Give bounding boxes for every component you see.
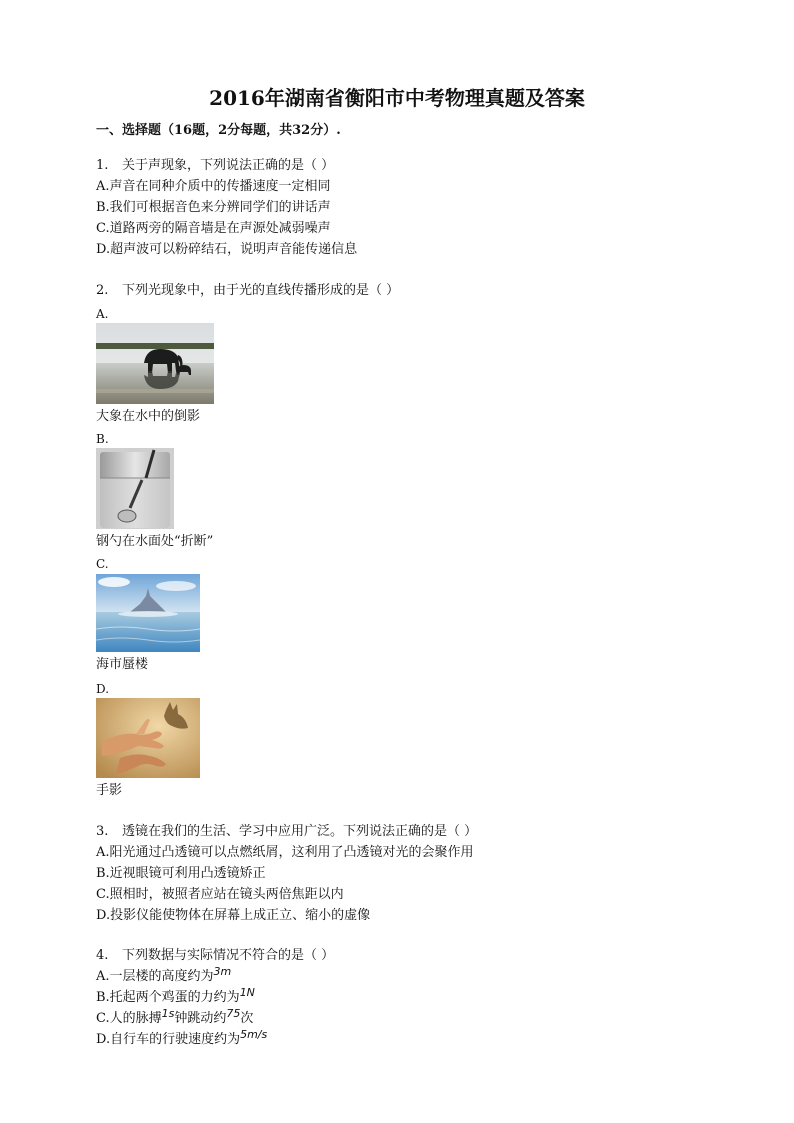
math-value: 5m/s bbox=[240, 1028, 268, 1041]
mirage-image bbox=[96, 574, 200, 652]
q4-option-d bbox=[96, 1028, 268, 1049]
question-1-stem bbox=[96, 157, 334, 175]
q4-option-c bbox=[96, 1007, 254, 1028]
page-title: 2016年湖南省衡阳市中考物理真题及答案 bbox=[209, 86, 585, 110]
q1-option-a: A.声音在同种介质中的传播速度一定相同 bbox=[96, 179, 331, 194]
question-number: 2. bbox=[96, 283, 109, 298]
elephant-reflection-image bbox=[96, 323, 214, 404]
question-3-stem bbox=[96, 823, 477, 841]
q4-option-a bbox=[96, 965, 232, 986]
q2-option-d-caption: 手影 bbox=[96, 783, 123, 798]
q2-option-b-label: B. bbox=[96, 432, 109, 446]
question-4-stem bbox=[96, 947, 334, 965]
q2-option-b-caption: 钢勺在水面处“折断” bbox=[96, 534, 214, 549]
q2-option-d-label: D. bbox=[96, 682, 110, 696]
section-heading: 一、选择题（16题，2分每题，共32分）. bbox=[96, 123, 341, 138]
q4-option-b bbox=[96, 986, 255, 1007]
option-text: 钟跳动约 bbox=[174, 1011, 227, 1026]
math-value: 3m bbox=[213, 965, 232, 978]
question-number: 3. bbox=[96, 824, 109, 839]
hand-shadow-image bbox=[96, 698, 200, 778]
option-text: B.托起两个鸡蛋的力约为 bbox=[96, 990, 240, 1005]
option-text: C.人的脉搏 bbox=[96, 1011, 162, 1026]
q3-option-c: C.照相时，被照者应站在镜头两倍焦距以内 bbox=[96, 887, 344, 902]
q1-option-b: B.我们可根据音色来分辨同学们的讲话声 bbox=[96, 200, 331, 215]
spoon-in-water-image bbox=[96, 448, 174, 529]
question-number: 4. bbox=[96, 948, 109, 963]
option-text: D.自行车的行驶速度约为 bbox=[96, 1032, 241, 1047]
question-number: 1. bbox=[96, 158, 109, 173]
q1-option-c: C.道路两旁的隔音墙是在声源处减弱噪声 bbox=[96, 221, 331, 236]
q3-option-d: D.投影仪能使物体在屏幕上成正立、缩小的虚像 bbox=[96, 908, 371, 923]
math-value: 1s bbox=[161, 1007, 175, 1020]
q3-option-b: B.近视眼镜可利用凸透镜矫正 bbox=[96, 866, 266, 881]
math-value: 1N bbox=[239, 986, 255, 999]
question-text: 下列光现象中，由于光的直线传播形成的是（ ） bbox=[122, 283, 400, 298]
q2-option-a-label: A. bbox=[96, 307, 109, 321]
question-text: 透镜在我们的生活、学习中应用广泛。下列说法正确的是（ ） bbox=[122, 824, 478, 839]
q2-option-c-caption: 海市蜃楼 bbox=[96, 657, 149, 672]
math-value: 75 bbox=[226, 1007, 241, 1020]
q3-option-a: A.阳光通过凸透镜可以点燃纸屑，这利用了凸透镜对光的会聚作用 bbox=[96, 845, 474, 860]
option-text: 次 bbox=[240, 1011, 254, 1026]
q1-option-d: D.超声波可以粉碎结石，说明声音能传递信息 bbox=[96, 242, 358, 257]
option-text: A.一层楼的高度约为 bbox=[96, 969, 214, 984]
question-text: 下列数据与实际情况不符合的是（ ） bbox=[122, 948, 335, 963]
question-2-stem bbox=[96, 282, 399, 300]
question-text: 关于声现象，下列说法正确的是（ ） bbox=[122, 158, 335, 173]
q2-option-c-label: C. bbox=[96, 557, 109, 571]
q2-option-a-caption: 大象在水中的倒影 bbox=[96, 409, 201, 424]
